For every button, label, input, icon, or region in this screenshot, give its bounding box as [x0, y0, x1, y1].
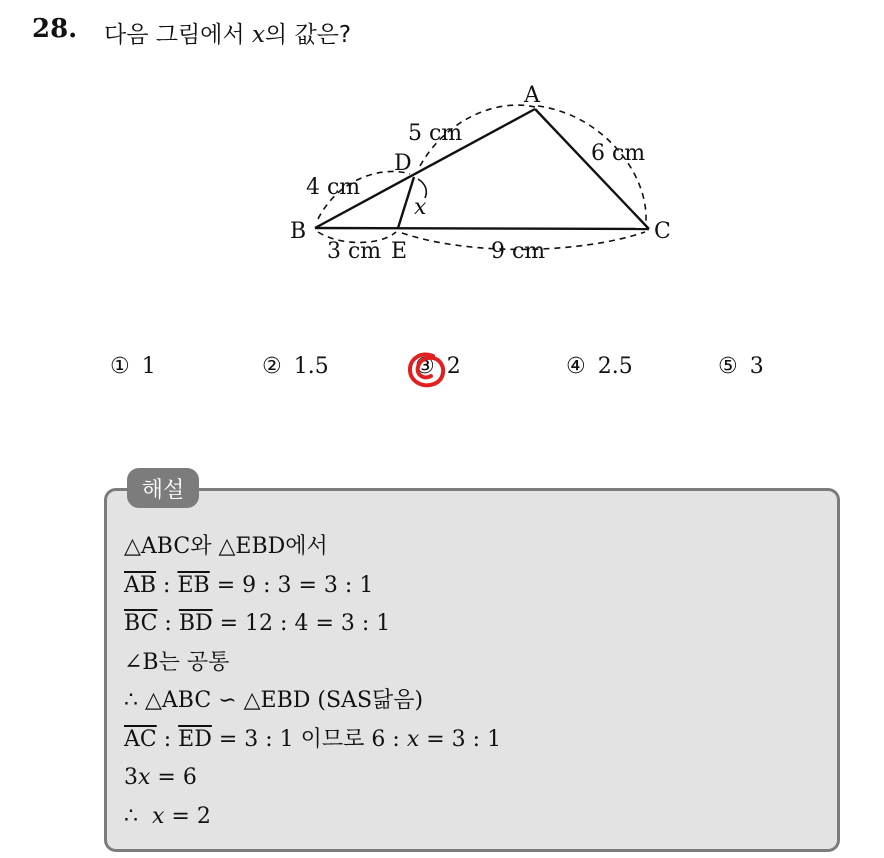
- triangle-ebd-text: △EBD: [218, 534, 286, 559]
- choice-1[interactable]: [110, 354, 156, 379]
- common-text: 는 공통: [158, 649, 230, 675]
- choice-1-number: ①: [110, 354, 130, 379]
- choice-1-value: 1: [141, 354, 156, 379]
- solution-line-7: [124, 759, 501, 798]
- choice-4[interactable]: [566, 354, 633, 379]
- ratio-rest: = 3 : 1: [211, 726, 294, 752]
- length-label-ec: 9 cm: [491, 239, 546, 264]
- similarity-text: ∴ △ABC ∽ △EBD (SAS: [124, 688, 373, 713]
- variable-x: x: [138, 765, 151, 790]
- coefficient: 3: [124, 765, 138, 790]
- solution-line-3: [124, 605, 501, 644]
- solution-line-6: [124, 721, 501, 760]
- segment-eb: $\overline{EB}$: [177, 572, 210, 598]
- question-variable: x: [251, 22, 265, 48]
- equation-part: 6 :: [371, 726, 407, 752]
- segment-bd: $\overline{BD}$: [178, 611, 213, 636]
- point-label-b: B: [290, 219, 307, 244]
- answer-circle-mark: [404, 348, 450, 392]
- point-label-c: C: [654, 219, 671, 244]
- solution-line-5: [124, 682, 501, 721]
- question-number: 28.: [32, 14, 78, 44]
- point-label-a: A: [524, 83, 540, 108]
- question-text-before: 다음 그림에서: [104, 22, 245, 48]
- point-label-d: D: [394, 151, 412, 176]
- choice-2-number: ②: [262, 354, 282, 379]
- choice-5-value: 3: [749, 354, 764, 379]
- segment-bc: $\overline{BC}$: [124, 611, 158, 636]
- choice-2-value: 1.5: [293, 354, 329, 379]
- close-paren: ): [414, 688, 424, 713]
- korean-particle: 와: [190, 534, 212, 559]
- length-label-bd: 4 cm: [306, 175, 361, 200]
- length-label-ac: 6 cm: [591, 141, 646, 166]
- triangle-figure: [280, 76, 700, 276]
- length-label-be: 3 cm: [327, 239, 382, 264]
- choice-2[interactable]: [262, 354, 329, 379]
- equation-part: = 3 : 1: [419, 726, 502, 752]
- segment-ac: $\overline{AC}$: [124, 726, 157, 752]
- triangle-abc-text: △ABC: [124, 534, 191, 559]
- choice-4-number: ④: [566, 354, 586, 379]
- length-label-ad: 5 cm: [408, 121, 463, 146]
- similarity-korean: 닮음: [372, 688, 415, 713]
- ratio-sep: :: [156, 726, 179, 752]
- ratio-rest: = 12 : 4 = 3 : 1: [212, 611, 391, 636]
- segment-ed: $\overline{ED}$: [178, 726, 212, 752]
- segment-de: [398, 177, 414, 228]
- ratio-sep: :: [156, 572, 178, 598]
- choice-3-number: ③: [415, 354, 435, 379]
- therefore-korean: 이므로: [300, 726, 365, 752]
- korean-particle: 에서: [285, 534, 328, 559]
- choice-5-number: ⑤: [718, 354, 738, 379]
- equation-rest: = 6: [150, 765, 197, 790]
- side-bc: [315, 228, 649, 229]
- answer-value: = 2: [164, 803, 211, 829]
- variable-x: x: [151, 803, 165, 829]
- question-text-after: 의 값은?: [264, 22, 352, 48]
- solution-tag: 해설: [127, 468, 199, 508]
- ratio-sep: :: [157, 611, 179, 636]
- segment-ab: $\overline{AB}$: [124, 572, 157, 598]
- ratio-rest: = 9 : 3 = 3 : 1: [209, 572, 374, 598]
- choice-4-value: 2.5: [597, 354, 633, 379]
- angle-label-x: x: [414, 195, 427, 220]
- choice-3-value: 2: [446, 354, 461, 379]
- variable-x: x: [406, 726, 420, 752]
- angle-b-text: ∠B: [124, 649, 159, 675]
- choice-5[interactable]: [718, 354, 764, 379]
- solution-line-4: [124, 644, 501, 683]
- solution-line-2: [124, 567, 501, 606]
- therefore-symbol: ∴: [124, 803, 152, 829]
- point-label-e: E: [391, 239, 408, 264]
- solution-line-1: [124, 528, 501, 567]
- solution-content: [124, 528, 501, 836]
- question-text: [104, 16, 351, 49]
- solution-line-8: [124, 798, 501, 837]
